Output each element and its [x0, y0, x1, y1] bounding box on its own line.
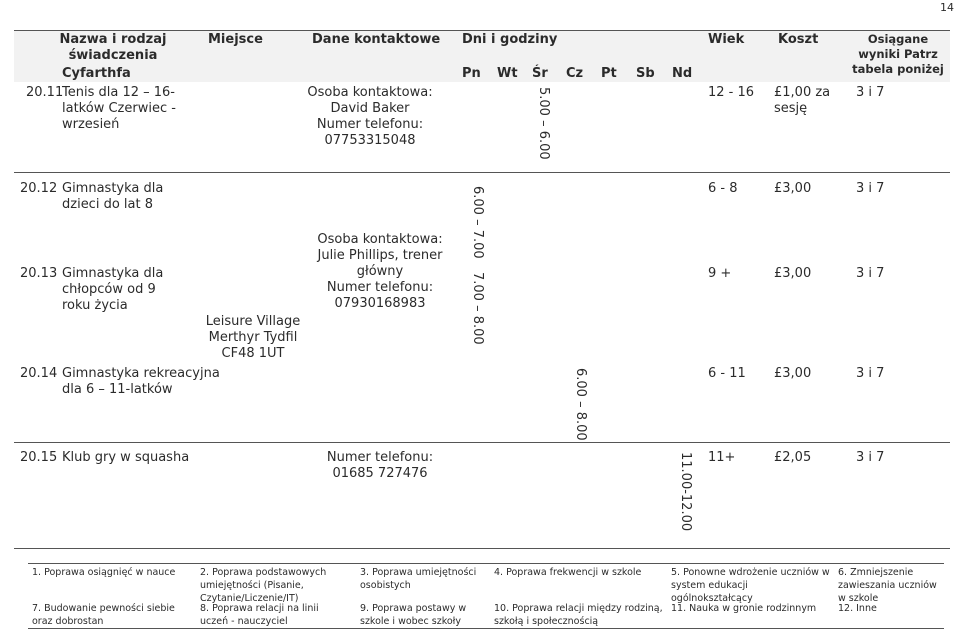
results: 3 i 7 [856, 366, 885, 381]
row-separator [14, 442, 950, 443]
legend-item: 10. Poprawa relacji między rodziną, szkołą i społecznością [494, 603, 663, 627]
phone-number: 07930168983 [334, 296, 426, 311]
header-contact: Dane kontaktowe [312, 32, 441, 47]
contact-label: Osoba kontaktowa: [317, 232, 443, 247]
time-slot: 7.00 – 8.00 [470, 272, 485, 345]
header-age: Wiek [708, 32, 745, 47]
age-range: 9 + [708, 266, 732, 281]
row-separator [14, 172, 950, 173]
age-range: 6 - 11 [708, 366, 746, 381]
phone-number: 01685 727476 [332, 466, 428, 481]
legend-item: 11. Nauka w gronie rodzinnym [671, 603, 817, 614]
age-range: 6 - 8 [708, 181, 738, 196]
legend-item: 3. Poprawa umiejętności osobistych [360, 567, 477, 591]
cost: £1,00 za sesję [774, 85, 831, 116]
results: 3 i 7 [856, 450, 885, 465]
row-id: 20.13 [20, 266, 58, 281]
age-range: 11+ [708, 450, 736, 465]
row-name: Klub gry w squasha [62, 450, 190, 465]
contact-label: Osoba kontaktowa: [307, 85, 433, 100]
results: 3 i 7 [856, 85, 885, 100]
phone-label: Numer telefonu: [326, 450, 434, 465]
row-name: Gimnastyka dla chłopców od 9 roku życia [62, 266, 164, 313]
day-sat: Sb [636, 66, 655, 81]
legend-item: 6. Zmniejszenie zawieszania uczniów w szkole [838, 567, 937, 604]
time-slot: 6.00 – 8.00 [573, 368, 588, 441]
legend-item: 4. Poprawa frekwencji w szkole [494, 567, 642, 578]
cost: £3,00 [774, 266, 812, 281]
page-number: 14 [940, 1, 954, 14]
cost: £3,00 [774, 366, 812, 381]
cost: £2,05 [774, 450, 812, 465]
table-bottom-border [14, 548, 950, 549]
day-thu: Cz [566, 66, 584, 81]
legend-item: 7. Budowanie pewności siebie oraz dobrostan [32, 603, 175, 627]
legend-item: 2. Poprawa podstawowych umiejętności (Pisanie, Czytanie/Liczenie/IT) [200, 567, 327, 604]
header-name: Nazwa i rodzaj świadczenia [59, 32, 167, 63]
header-cost: Koszt [778, 32, 819, 47]
header-results: Osiągane wyniki Patrz tabela poniżej [852, 32, 944, 76]
header-days: Dni i godziny [462, 32, 558, 47]
row-name: Tenis dla 12 – 16-latków Czerwiec - wrzesień [62, 85, 176, 132]
results: 3 i 7 [856, 181, 885, 196]
day-tue: Wt [497, 66, 518, 81]
phone-label: Numer telefonu: [316, 117, 424, 132]
legend-item: 9. Poprawa postawy w szkole i wobec szkoły [360, 603, 467, 627]
time-slot: 6.00 – 7.00 [470, 186, 485, 259]
table-top-border [14, 30, 950, 31]
time-slot: 11.00-12.00 [678, 452, 693, 532]
contact-name: David Baker [330, 101, 410, 116]
day-wed: Śr [532, 66, 548, 81]
header-place: Miejsce [208, 32, 263, 47]
phone-number: 07753315048 [324, 133, 416, 148]
time-slot: 5.00 – 6.00 [536, 87, 551, 160]
legend-item: 8. Poprawa relacji na linii uczeń - nauczyciel [200, 603, 319, 627]
cost: £3,00 [774, 181, 812, 196]
day-fri: Pt [601, 66, 617, 81]
row-id: 20.15 [20, 450, 58, 465]
age-range: 12 - 16 [708, 85, 755, 100]
row-id: 20.11 [26, 85, 64, 100]
venue-address: Leisure Village Merthyr Tydfil CF48 1UT [205, 314, 301, 361]
legend-item: 5. Ponowne wdrożenie uczniów w system edukacji ogólnokształcący [671, 567, 830, 604]
legend-top-border [28, 563, 944, 564]
day-sun: Nd [672, 66, 693, 81]
phone-label: Numer telefonu: [326, 280, 434, 295]
results: 3 i 7 [856, 266, 885, 281]
contact-name: Julie Phillips, trener główny [317, 248, 443, 279]
legend-item: 12. Inne [838, 603, 877, 614]
row-id: 20.14 [20, 366, 58, 381]
row-name: Gimnastyka rekreacyjna dla 6 – 11-latków [62, 366, 220, 397]
row-id: 20.12 [20, 181, 58, 196]
section-name: Cyfarthfa [62, 66, 131, 81]
day-mon: Pn [462, 66, 481, 81]
legend-item: 1. Poprawa osiągnięć w nauce [32, 567, 176, 578]
row-name: Gimnastyka dla dzieci do lat 8 [62, 181, 164, 212]
